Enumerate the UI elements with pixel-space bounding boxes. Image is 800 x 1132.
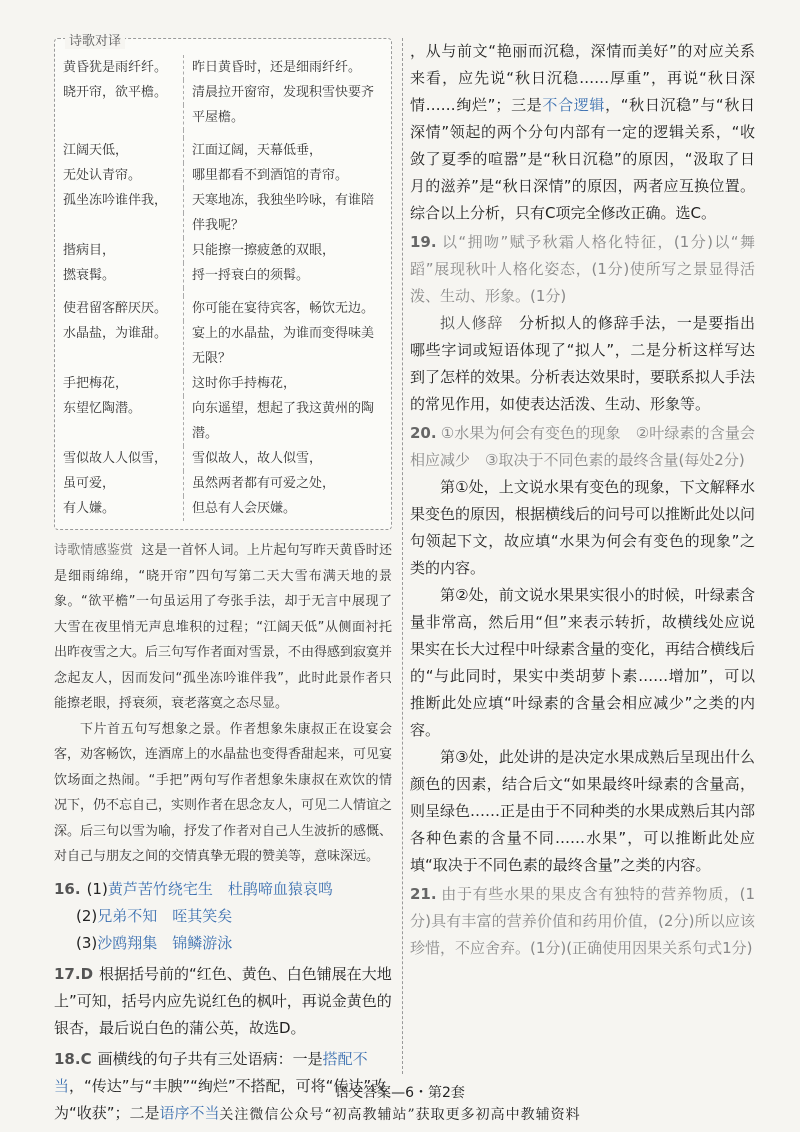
poem-row — [63, 55, 385, 80]
poem-original-line: 黄昏犹是雨纤纤。 — [63, 60, 168, 75]
poem-original-line — [63, 213, 183, 238]
poem-row — [63, 213, 385, 238]
poem-translation-line: 只能擦一擦疲惫的双眼， — [183, 238, 385, 263]
poem-original-line: 手把梅花， — [63, 376, 129, 391]
q18-highlight-2: 语序不当 — [159, 1103, 220, 1122]
poem-original-line: 东望忆陶潜。 — [63, 401, 142, 416]
q16-item-1-text: 黄芦苦竹绕宅生 杜鹃啼血猿哀鸣 — [107, 879, 333, 898]
q20-paragraph-2: 第②处，前文说水果果实很小的时候，叶绿素含量非常高，然后用“但”来表示转折，故横线处应说果实在长大过程中叶绿素含量的变化，再结合横线后的“与此同时，果实中类胡萝卜素……增加”，可以推断此处应填“叶绿素的含量会相应减少”之类的内容。 — [410, 586, 756, 739]
poem-row — [63, 163, 385, 188]
poem-original-line: 有人嫌。 — [63, 501, 116, 516]
poem-original-line: 撚衰髯。 — [63, 268, 116, 283]
q18-number: 18.C — [54, 1049, 92, 1068]
q20-paragraph-3: 第③处，此处讲的是决定水果成熟后呈现出什么颜色的因素，结合后文“如果最终叶绿素的含量高，则呈绿色……正是由于不同种类的水果成熟后其内部各种色素的含量不同……水果”，可以推断此处应填“取决于不同色素的最终含量”之类的内容。 — [410, 748, 756, 874]
q19-key: 拟人修辞 — [440, 314, 504, 332]
poem-row — [63, 321, 385, 371]
poem-original-line: 揩病目， — [63, 243, 116, 258]
appreciation-label: 诗歌情感鉴赏 — [54, 543, 134, 558]
q18-text-b: ，“传达”与“丰腴”“绚烂”不搭配，可将“传达”改为“收获”；二是 — [54, 1076, 387, 1122]
poem-translation-line: 江面辽阔，天幕低垂， — [183, 138, 385, 163]
poem-row — [63, 188, 385, 213]
poem-row — [63, 105, 385, 130]
footer-note: 关注微信公众号“初高教辅站”获取更多初高中教辅资料 — [219, 1107, 581, 1123]
q19-analysis: 分析拟人的修辞手法，一是要指出哪些字词或短语体现了“拟人”，二是分析这样写达到了怎样的效果。分析表达效果时，要联系拟人手法的常见作用，如使表达活泼、生动、形象等。 — [410, 314, 756, 413]
q20-answer: ①水果为何会有变色的现象 ②叶绿素的含量会相应减少 ③取决于不同色素的最终含量(每处2分) — [410, 424, 755, 469]
poem-row — [63, 471, 385, 496]
poem-translation-line: 清晨拉开窗帘，发现积雪快要齐 — [183, 80, 385, 105]
poem-translation-line — [183, 288, 385, 296]
q20-number: 20. — [410, 424, 437, 442]
q16-item-3-idx: (3) — [76, 933, 98, 952]
poem-rows — [63, 55, 385, 521]
q17-number: 17.D — [54, 964, 94, 983]
poem-original-line: 晓开帘，欲平檐。 — [63, 85, 168, 100]
appreciation-paragraph-2: 下片首五句写想象之景。作者想象朱康叔正在设宴会客，劝客畅饮，连酒席上的水晶盐也变得香甜起来，可见宴饮场面之热闹。“手把”两句写作者想象朱康叔在欢饮的情况下，仍不忘自己，实则作者在思念友人，可见二人情谊之深。后三句以雪为喻，抒发了作者对自己人生波折的感慨、对自己与朋友之间的交情真挚无瑕的赞美等，意味深远。 — [54, 721, 393, 864]
question-19 — [410, 229, 755, 418]
poem-translation-line — [183, 130, 385, 138]
poem-original-line: 使君留客醉厌厌。 — [63, 301, 168, 316]
q21-number: 21. — [410, 885, 437, 903]
poem-row — [63, 130, 385, 138]
question-16 — [54, 876, 392, 957]
q18-highlight-1: 搭配不当 — [54, 1049, 368, 1095]
poem-row — [63, 263, 385, 288]
poem-row — [63, 288, 385, 296]
poem-translation-line: 虽然两者都有可爱之处， — [183, 471, 385, 496]
q17-text: 根据括号前的“红色、黄色、白色铺展在大地上”可知，括号内应先说红色的枫叶，再说金黄色的银杏，最后说白色的蒲公英，故选D。 — [54, 964, 392, 1037]
poem-original-line: 江阔天低， — [63, 143, 129, 158]
poem-original-line — [63, 130, 183, 138]
poem-translation-line: 但总有人会厌嫌。 — [183, 496, 385, 521]
q21-answer: 由于有些水果的果皮含有独特的营养物质，(1分)具有丰富的营养价值和药用价值，(2分)所以应该珍惜，不应舍弃。(1分)(正确使用因果关系句式1分) — [410, 885, 755, 957]
poem-translation-line: 伴我呢？ — [183, 213, 385, 238]
poem-translation-line: 向东遥望，想起了我这黄州的陶潜。 — [183, 396, 385, 446]
q16-number: 16. — [54, 879, 81, 898]
poem-translation-line: 宴上的水晶盐，为谁而变得味美无限？ — [183, 321, 385, 371]
poem-translation-line: 平屋檐。 — [183, 105, 385, 130]
poem-translation-line: 哪里都看不到酒馆的青帘。 — [183, 163, 385, 188]
poem-row — [63, 296, 385, 321]
poem-original-line — [63, 105, 183, 130]
poem-appreciation — [54, 538, 392, 870]
poem-row — [63, 446, 385, 471]
poem-original-line: 无处认青帘。 — [63, 168, 142, 183]
poem-row — [63, 238, 385, 263]
q16-item-2-idx: (2) — [76, 906, 98, 925]
poem-original-line: 孤坐冻吟谁伴我， — [63, 193, 168, 208]
q19-answer: 以“拥吻”赋予秋霜人格化特征，(1分)以“舞蹈”展现秋叶人格化姿态，(1分)使所写之景显得活泼、生动、形象。(1分) — [410, 233, 755, 305]
appreciation-text-1: 这是一首怀人词。上片起句写昨天黄昏时还是细雨绵绵，“晓开帘”四句写第二天大雪布满天地的景象。“欲平檐”一句虽运用了夸张手法，却于无言中展现了大雪在夜里悄无声息堆积的过程；“江阔天低”从侧面衬托出昨夜雪之大。后三句写作者面对雪景，不由得感到寂寞并念起友人，因而发问“孤坐冻吟谁伴我”，此时此景作者只能擦老眼，捋衰须，衰老落寞之态尽显。 — [54, 543, 393, 711]
poem-row — [63, 396, 385, 446]
q19-number: 19. — [410, 233, 437, 251]
poem-original-line: 虽可爱， — [63, 476, 116, 491]
q16-item-1-idx: (1) — [86, 879, 108, 898]
page-number: 语文答案—6・第2套 — [335, 1085, 465, 1101]
poem-translation-line: 你可能在宴待宾客，畅饮无边。 — [183, 296, 385, 321]
left-column — [54, 34, 393, 1127]
poem-row — [63, 496, 385, 521]
question-21 — [410, 881, 755, 962]
q18-continued — [410, 38, 755, 227]
appreciation-paragraph-1 — [54, 538, 392, 717]
poem-translation-box — [54, 34, 392, 530]
question-17 — [54, 961, 392, 1042]
poem-translation-line: 天寒地冻，我独坐吟咏，有谁陪 — [183, 188, 385, 213]
poem-row — [63, 371, 385, 396]
poem-translation-line: 雪似故人，故人似雪， — [183, 446, 385, 471]
q18-highlight-3: 不合逻辑 — [542, 96, 606, 114]
poem-translation-line: 昨日黄昏时，还是细雨纤纤。 — [183, 55, 385, 80]
question-20 — [410, 420, 755, 879]
q16-item-2-text: 兄弟不知 咥其笑矣 — [97, 906, 233, 925]
column-divider — [402, 38, 403, 1074]
poem-row — [63, 80, 385, 105]
poem-row — [63, 138, 385, 163]
poem-original-line — [63, 288, 183, 296]
poem-translation-line: 这时你手持梅花， — [183, 371, 385, 396]
q18-text-d: ，“秋日沉稳”与“秋日深情”领起的两个分句内部有一定的逻辑关系，“收敛了夏季的喧嚣”是“秋日沉稳”的原因，“汲取了日月的滋养”是“秋日深情”的原因，两者应互换位置。综合以上分析，只有C项完全修改正确。选C。 — [410, 96, 755, 222]
poem-box-title: 诗歌对译 — [65, 30, 125, 49]
q18-text-a: 画横线的句子共有三处语病：一是 — [97, 1049, 323, 1068]
q16-item-3-text: 沙鸥翔集 锦鳞游泳 — [97, 933, 233, 952]
q18-text-c: ，从与前文“艳丽而沉稳，深情而美好”的对应关系来看，应先说“秋日沉稳……厚重”，再说“秋日深情……绚烂”；三是 — [410, 42, 755, 114]
q20-paragraph-1: 第①处，上文说水果有变色的现象，下文解释水果变色的原因，根据横线后的问号可以推断此处以问句领起下文，故应填“水果为何会有变色的现象”之类的内容。 — [410, 478, 756, 577]
poem-original-line: 水晶盐，为谁甜。 — [63, 326, 168, 341]
poem-translation-line: 捋一捋衰白的须髯。 — [183, 263, 385, 288]
poem-original-line: 雪似故人人似雪， — [63, 451, 168, 466]
right-column — [410, 38, 755, 962]
